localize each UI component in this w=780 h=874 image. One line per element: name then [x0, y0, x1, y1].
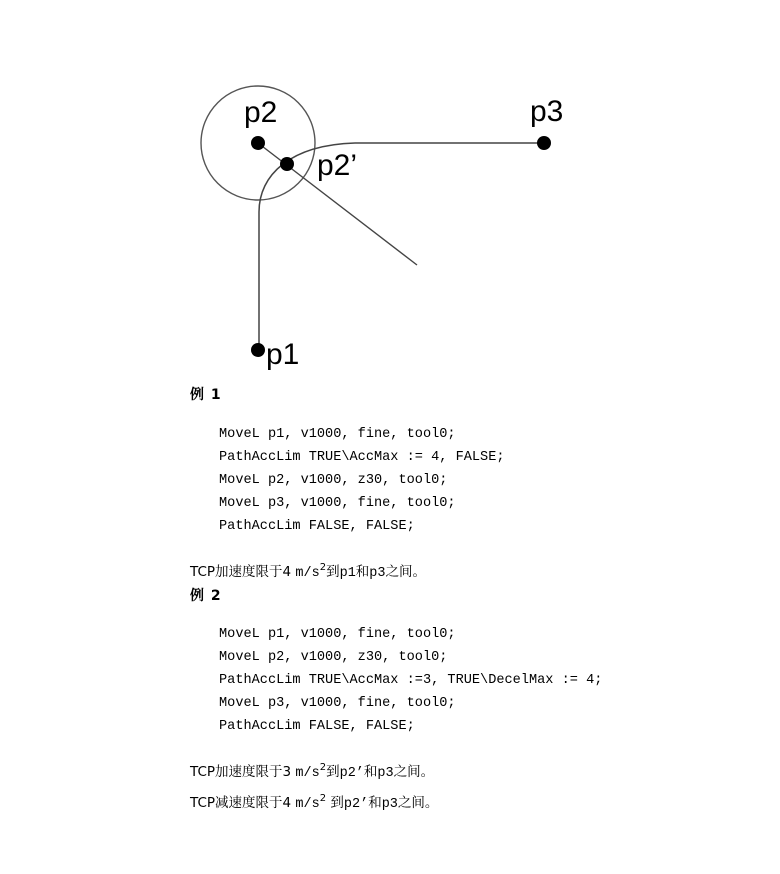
code-line: PathAccLim TRUE\AccMax := 4, FALSE;: [219, 450, 505, 465]
code-line: PathAccLim TRUE\AccMax :=3, TRUE\DecelMax := 4;: [219, 673, 603, 688]
note-text: 之间。: [393, 764, 435, 780]
note-text: 和: [363, 764, 378, 780]
note-point: p3: [381, 797, 398, 812]
code-line: MoveL p1, v1000, fine, tool0;: [219, 627, 456, 642]
code-line: MoveL p3, v1000, fine, tool0;: [219, 696, 456, 711]
label-p2-prime: p2’: [317, 149, 358, 182]
example-2-heading: 例 2: [190, 588, 222, 604]
point-p1: [251, 343, 265, 357]
note-exponent: 2: [319, 762, 327, 773]
example-1-code: [219, 423, 505, 538]
note-text: 和: [355, 564, 370, 580]
code-line: MoveL p1, v1000, fine, tool0;: [219, 427, 456, 442]
code-line: MoveL p2, v1000, z30, tool0;: [219, 650, 448, 665]
note-point: p2’: [339, 766, 364, 781]
point-p2-prime: [280, 157, 294, 171]
note-point: p1: [339, 566, 356, 581]
note-text: 到: [326, 564, 340, 580]
point-p2: [251, 136, 265, 150]
note-text: TCP加速度限于4: [190, 564, 296, 580]
note-point: p3: [377, 766, 394, 781]
note-text: 和: [368, 795, 382, 811]
code-line: PathAccLim FALSE, FALSE;: [219, 519, 415, 534]
code-line: PathAccLim FALSE, FALSE;: [219, 719, 415, 734]
note-text: TCP加速度限于3: [190, 764, 296, 780]
note-text: 之间。: [385, 564, 426, 580]
example-2-code: [219, 623, 602, 738]
label-p2: p2: [244, 96, 278, 129]
note-unit: m/s: [295, 797, 320, 812]
note-exponent: 2: [319, 793, 327, 804]
code-line: MoveL p3, v1000, fine, tool0;: [219, 496, 456, 511]
note-point: p2’: [343, 797, 369, 812]
note-text: 之间。: [397, 795, 439, 811]
note-unit: m/s: [295, 566, 320, 581]
label-p1: p1: [266, 338, 300, 371]
code-line: MoveL p2, v1000, z30, tool0;: [219, 473, 448, 488]
example-1-note: [190, 560, 426, 581]
label-p3: p3: [530, 95, 564, 128]
note-text: 到: [326, 795, 344, 811]
note-text: TCP减速度限于4: [190, 795, 296, 811]
note-text: 到: [326, 764, 340, 780]
note-unit: m/s: [295, 766, 320, 781]
example-2-note-2: [190, 791, 438, 812]
note-exponent: 2: [319, 562, 327, 573]
example-2-note-1: [190, 760, 434, 781]
note-point: p3: [369, 566, 386, 581]
path-diagram: [0, 0, 780, 380]
example-1-heading: 例 1: [190, 387, 222, 403]
point-p3: [537, 136, 551, 150]
